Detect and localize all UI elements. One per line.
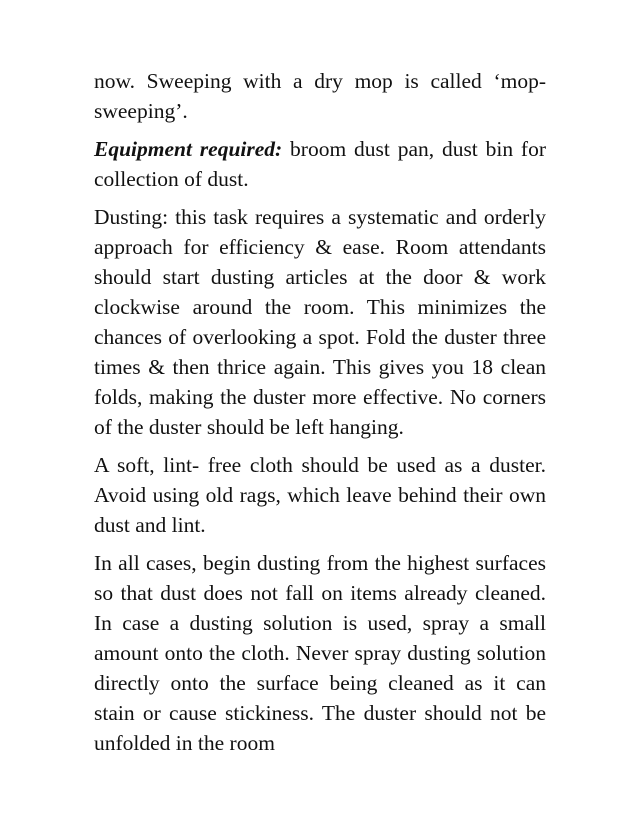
equipment-required-heading: Equipment required: bbox=[94, 137, 283, 161]
paragraph-text: now. Sweeping with a dry mop is called ‘mop-sweeping’. bbox=[94, 69, 546, 123]
paragraph-duster-cloth bbox=[94, 450, 546, 540]
document-page bbox=[94, 66, 546, 766]
paragraph-dusting bbox=[94, 202, 546, 442]
paragraph-text: Dusting: this task requires a systematic and orderly approach for efficiency & ease. Room attendants should start dusting articles at the door & work clockwise around the room. This minimizes the chances of overlooking a spot. Fold the duster three times & then thrice again. This gives you 18 clean folds, making the duster more effective. No corners of the duster should be left hanging. bbox=[94, 205, 546, 439]
paragraph-equipment-required bbox=[94, 134, 546, 194]
paragraph-mop-sweeping bbox=[94, 66, 546, 126]
paragraph-dusting-order bbox=[94, 548, 546, 758]
paragraph-text: A soft, lint- free cloth should be used as a duster. Avoid using old rags, which leave behind their own dust and lint. bbox=[94, 453, 546, 537]
paragraph-text: broom dust pan, dust bin for collection of dust. bbox=[94, 137, 546, 191]
paragraph-text: In all cases, begin dusting from the highest surfaces so that dust does not fall on items already cleaned. In case a dusting solution is used, spray a small amount onto the cloth. Never spray dusting solution directly onto the surface being cleaned as it can stain or cause stickiness. The duster should not be unfolded in the room bbox=[94, 551, 546, 755]
